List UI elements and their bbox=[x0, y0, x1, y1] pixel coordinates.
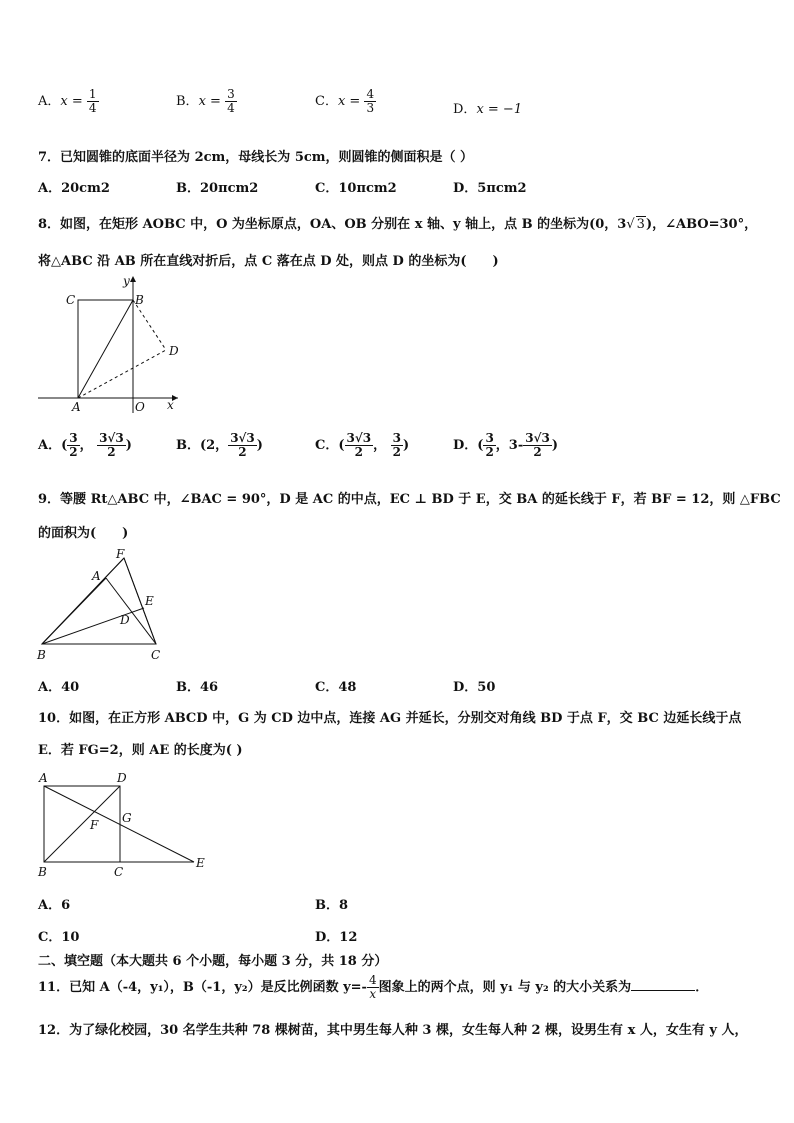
svg-text:E: E bbox=[145, 594, 154, 608]
q6-option-a: A．x = $\frac{1}{4}$ bbox=[38, 87, 97, 115]
q9-stem-line1: 9．等腰 Rt△ABC 中，∠BAC = 90°，D 是 AC 的中点，EC ⊥ BD 于 E，交 BA 的延长线于 F，若 BF = 12，则 △FBC bbox=[38, 492, 781, 507]
q8-figure bbox=[36, 272, 186, 417]
svg-text:D: D bbox=[120, 613, 130, 627]
label-d: D bbox=[169, 344, 179, 358]
q6-option-b: B．x = $\frac{3}{4}$ bbox=[176, 87, 235, 115]
label-a: A bbox=[72, 400, 81, 414]
q12-stem: 12．为了绿化校园，30 名学生共种 78 棵树苗，其中男生每人种 3 棵，女生每人种 2 棵，设男生有 x 人，女生有 y 人， bbox=[38, 1023, 748, 1038]
svg-text:F: F bbox=[90, 818, 99, 832]
label-o: O bbox=[135, 400, 145, 414]
q9-option-d: D．50 bbox=[453, 680, 496, 695]
q8-option-a: A．( $\frac{3}{2}$ ， $\frac{3√3}{2}$ ) bbox=[38, 431, 132, 459]
q9-option-c: C．48 bbox=[315, 680, 357, 695]
q8-option-c: C．( $\frac{3√3}{2}$ ， $\frac{3}{2}$ ) bbox=[315, 431, 410, 459]
q9-option-a: A．40 bbox=[38, 680, 80, 695]
svg-text:C: C bbox=[151, 648, 161, 662]
svg-text:B: B bbox=[38, 865, 47, 879]
q7-option-a: A．20cm2 bbox=[38, 181, 110, 196]
svg-text:G: G bbox=[122, 811, 132, 825]
q7-stem: 7．已知圆锥的底面半径为 2cm，母线长为 5cm，则圆锥的侧面积是（ ） bbox=[38, 150, 474, 165]
q8-stem-line1: 8．如图，在矩形 AOBC 中，O 为坐标原点，OA、OB 分别在 x 轴、y 轴上，点 B 的坐标为(0，3√ 3)，∠ABO=30°， bbox=[38, 217, 758, 232]
svg-text:D: D bbox=[117, 771, 127, 785]
svg-text:F: F bbox=[116, 547, 125, 561]
q10-option-b: B．8 bbox=[315, 898, 349, 913]
q7-option-b: B．20πcm2 bbox=[176, 181, 259, 196]
label-b: B bbox=[135, 293, 144, 307]
q8-stem-line2: 将△ABC 沿 AB 所在直线对折后，点 C 落在点 D 处，则点 D 的坐标为( ) bbox=[38, 254, 499, 269]
q10-stem-line2: E．若 FG=2，则 AE 的长度为( ) bbox=[38, 743, 243, 758]
q7-option-c: C．10πcm2 bbox=[315, 181, 397, 196]
label-x: x bbox=[167, 398, 174, 412]
q11-stem: 11．已知 A（-4，y₁），B（-1，y₂）是反比例函数 y=- $\frac{4}{x}$ 图象上的两个点，则 y₁ 与 y₂ 的大小关系为 ． bbox=[38, 973, 709, 1001]
q9-option-b: B．46 bbox=[176, 680, 219, 695]
label-c: C bbox=[66, 293, 76, 307]
q10-figure bbox=[34, 766, 214, 880]
svg-text:C: C bbox=[114, 865, 124, 879]
q6-option-d: D．x = −1 bbox=[453, 102, 523, 117]
svg-text:E: E bbox=[196, 856, 205, 870]
label-y: y bbox=[123, 274, 130, 288]
q10-option-c: C．10 bbox=[38, 930, 80, 945]
q9-figure bbox=[34, 546, 169, 664]
section-heading: 二、填空题（本大题共 6 个小题，每小题 3 分，共 18 分） bbox=[38, 954, 388, 969]
q9-stem-line2: 的面积为( ) bbox=[38, 526, 129, 541]
q8-option-b: B．(2， $\frac{3√3}{2}$ ) bbox=[176, 431, 263, 459]
q6-option-c: C．x = $\frac{4}{3}$ bbox=[315, 87, 375, 115]
q10-option-d: D．12 bbox=[315, 930, 358, 945]
svg-text:B: B bbox=[37, 648, 46, 662]
q10-option-a: A．6 bbox=[38, 898, 71, 913]
svg-text:A: A bbox=[92, 569, 101, 583]
answer-blank bbox=[631, 978, 695, 991]
q10-stem-line1: 10．如图，在正方形 ABCD 中，G 为 CD 边中点，连接 AG 并延长，分别交对角线 BD 于点 F，交 BC 边延长线于点 bbox=[38, 711, 742, 726]
q8-option-d: D．( $\frac{3}{2}$ ，3- $\frac{3√3}{2}$ ) bbox=[453, 431, 558, 459]
svg-text:A: A bbox=[39, 771, 48, 785]
q7-option-d: D．5πcm2 bbox=[453, 181, 527, 196]
